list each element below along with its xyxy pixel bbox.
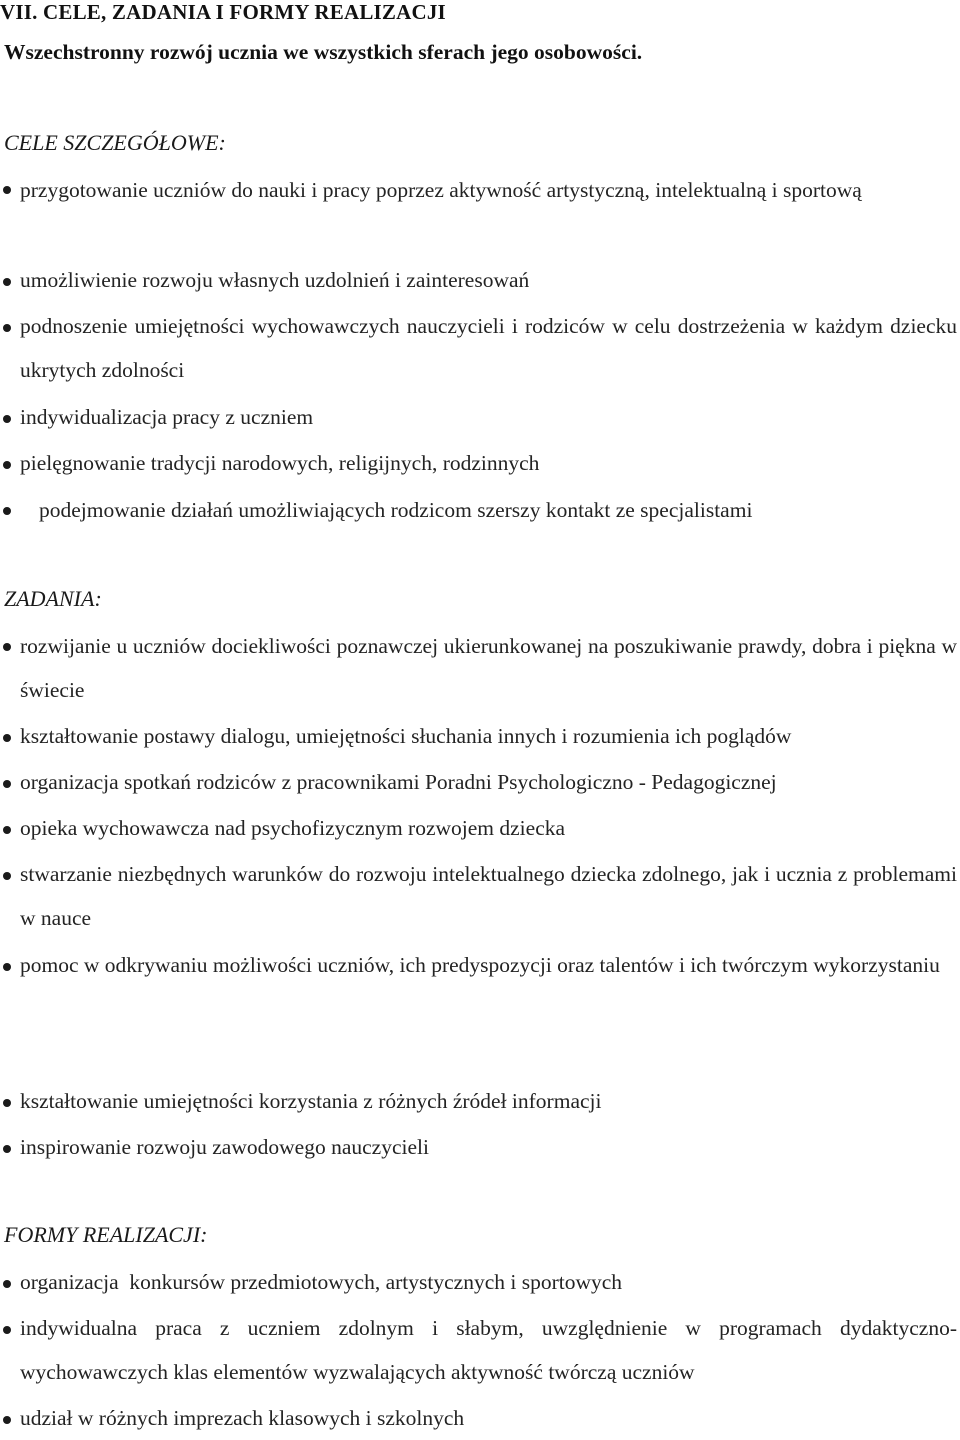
bullet-dot-icon — [3, 780, 11, 788]
bullet-dot-icon — [3, 324, 11, 332]
bullet-dot-icon — [3, 1145, 11, 1153]
bullet-dot-icon — [3, 734, 11, 742]
bullet-dot-icon — [3, 507, 11, 515]
section-heading: VII. CELE, ZADANIA I FORMY REALIZACJI — [0, 0, 446, 24]
list-item-text: podejmowanie działań umożliwiających rodzicom szerszy kontakt ze specjalistami — [39, 498, 753, 522]
list-item-text: organizacja spotkań rodziców z pracownikami Poradni Psychologiczno - Pedagogicznej — [20, 770, 777, 794]
formy-title: FORMY REALIZACJI: — [4, 1222, 208, 1247]
list-item-text: rozwijanie u uczniów dociekliwości poznawczej ukierunkowanej na poszukiwanie prawdy, dobra i piękna w świecie — [20, 634, 957, 702]
main-goal: Wszechstronny rozwój ucznia we wszystkich sferach jego osobowości. — [4, 40, 643, 64]
list-item-text: przygotowanie uczniów do nauki i pracy poprzez aktywność artystyczną, intelektualną i sportową — [20, 178, 862, 202]
list-item-text: pomoc w odkrywaniu możliwości uczniów, ich predyspozycji oraz talentów i ich twórczym wykorzystaniu — [20, 953, 940, 977]
list-item-text: kształtowanie postawy dialogu, umiejętności słuchania innych i rozumienia ich poglądów — [20, 724, 792, 748]
bullet-dot-icon — [3, 1326, 11, 1334]
list-item-text: organizacja konkursów przedmiotowych, artystycznych i sportowych — [20, 1270, 623, 1294]
list-item-text: inspirowanie rozwoju zawodowego nauczycieli — [20, 1135, 429, 1159]
bullet-dot-icon — [3, 461, 11, 469]
list-item-text: podnoszenie umiejętności wychowawczych nauczycieli i rodziców w celu dostrzeżenia w każdym dziecku ukrytych zdolności — [20, 314, 957, 382]
bullet-dot-icon — [3, 826, 11, 834]
cele-title: CELE SZCZEGÓŁOWE: — [4, 130, 226, 155]
bullet-dot-icon — [3, 1280, 11, 1288]
list-item-text: pielęgnowanie tradycji narodowych, religijnych, rodzinnych — [20, 451, 540, 475]
list-item-text: stwarzanie niezbędnych warunków do rozwoju intelektualnego dziecka zdolnego, jak i ucznia z problemami w nauce — [20, 862, 957, 930]
list-item-text: opieka wychowawcza nad psychofizycznym rozwojem dziecka — [20, 816, 566, 840]
bullet-dot-icon — [3, 963, 11, 971]
bullet-dot-icon — [3, 643, 11, 651]
zadania-title: ZADANIA: — [4, 586, 102, 611]
list-item-text: kształtowanie umiejętności korzystania z różnych źródeł informacji — [20, 1089, 602, 1113]
list-item-text: umożliwienie rozwoju własnych uzdolnień i zainteresowań — [20, 268, 530, 292]
bullet-dot-icon — [3, 1416, 11, 1424]
bullet-dot-icon — [3, 186, 11, 194]
bullet-dot-icon — [3, 1099, 11, 1107]
bullet-dot-icon — [3, 278, 11, 286]
bullet-dot-icon — [3, 415, 11, 423]
list-item-text: indywidualna praca z uczniem zdolnym i słabym, uwzględnienie w programach dydaktyczno-wychowawczych klas elementów wyzwalających aktywność twórczą uczniów — [20, 1316, 957, 1384]
bullet-dot-icon — [3, 872, 11, 880]
list-item-text: indywidualizacja pracy z uczniem — [20, 405, 314, 429]
list-item-text: udział w różnych imprezach klasowych i szkolnych — [20, 1406, 465, 1430]
